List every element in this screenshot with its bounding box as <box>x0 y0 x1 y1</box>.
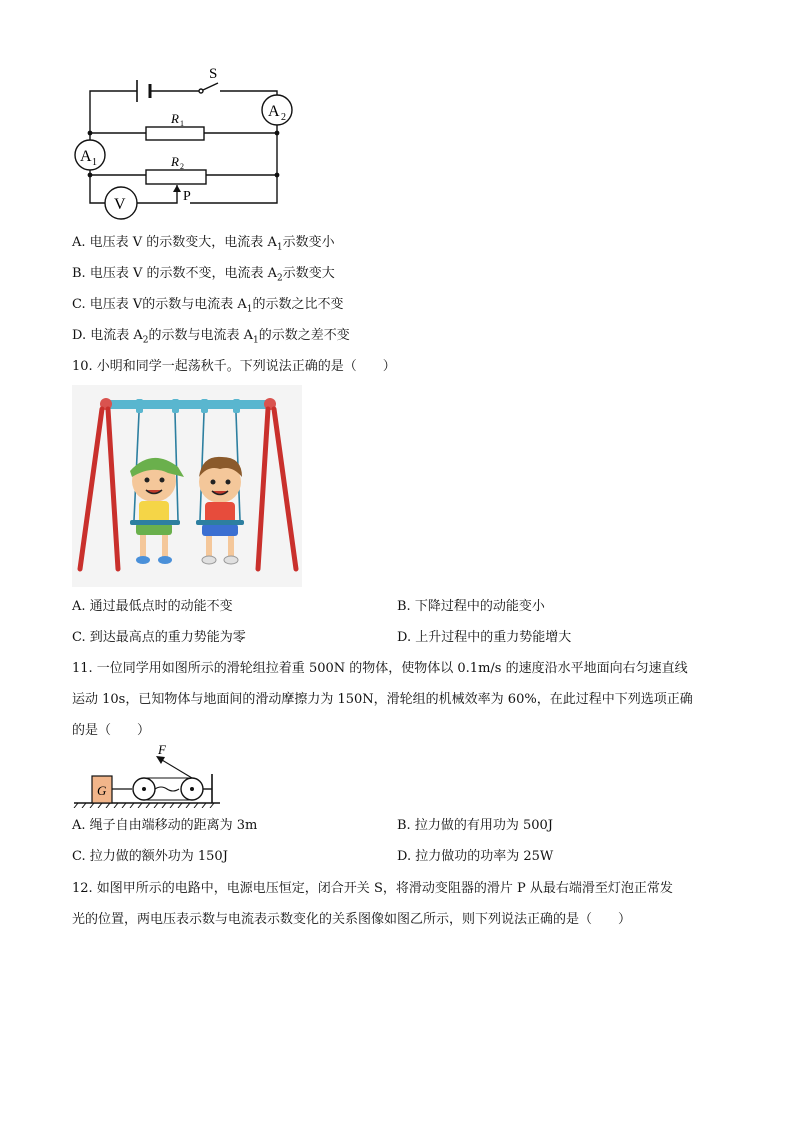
q11-stem-line3: 的是（ ） <box>72 723 151 738</box>
force-label: F <box>158 744 166 757</box>
q9-option-a: A. 电压表 V 的示数变大，电流表 $A_1$示数变小 <box>72 235 335 253</box>
v-label: V <box>114 196 126 213</box>
q11-option-a: A. 绳子自由端移动的距离为 3m <box>72 818 258 833</box>
q11-stem-line1: 11. 一位同学用如图所示的滑轮组拉着重 500N 的物体，使物体以 0.1m/s 的速度沿水平地面向右匀速直线 <box>72 661 688 676</box>
slider-label: P <box>183 189 191 204</box>
r2-sub: 2 <box>180 162 184 171</box>
q10-option-b: B. 下降过程中的动能变小 <box>397 599 545 614</box>
a2-label: A <box>268 103 280 120</box>
a1-label: A <box>80 148 92 165</box>
q9-circuit-diagram <box>70 58 300 223</box>
r1-label: R <box>171 111 179 126</box>
q9-option-b: B. 电压表 V 的示数不变，电流表 $A_2$示数变大 <box>72 266 335 284</box>
q12-stem-line2: 光的位置，两电压表示数与电流表示数变化的关系图像如图乙所示，则下列说法正确的是（ ） <box>72 912 632 927</box>
q10-stem: 10. 小明和同学一起荡秋千。下列说法正确的是（ ） <box>72 359 396 374</box>
switch-label: S <box>209 66 218 82</box>
q9-option-c: C. 电压表 V的示数与电流表 $A_1$的示数之比不变 <box>72 297 344 315</box>
q12-stem-line1: 12. 如图甲所示的电路中，电源电压恒定，闭合开关 S，将滑动变阻器的滑片 P 从最右端滑至灯泡正常发 <box>72 881 673 896</box>
r2-label: R <box>171 154 179 169</box>
q11-stem-line2: 运动 10s，已知物体与地面间的滑动摩擦力为 150N，滑轮组的机械效率为 60%，在此过程中下列选项正确 <box>72 692 693 707</box>
q11-option-b: B. 拉力做的有用功为 500J <box>397 818 553 833</box>
q10-option-a: A. 通过最低点时的动能不变 <box>72 599 233 614</box>
swing-illustration <box>72 385 302 587</box>
q9-option-d: D. 电流表 $A_2$的示数与电流表 $A_1$的示数之差不变 <box>72 328 350 346</box>
q11-option-d: D. 拉力做功的功率为 25W <box>397 849 554 864</box>
r1-sub: 1 <box>180 119 184 128</box>
block-label: G <box>97 783 107 798</box>
a1-sub: 1 <box>92 157 97 168</box>
q11-option-c: C. 拉力做的额外功为 150J <box>72 849 228 864</box>
pulley-diagram <box>72 744 222 808</box>
a2-sub: 2 <box>281 112 286 123</box>
q10-option-d: D. 上升过程中的重力势能增大 <box>397 630 572 645</box>
q10-option-c: C. 到达最高点的重力势能为零 <box>72 630 246 645</box>
